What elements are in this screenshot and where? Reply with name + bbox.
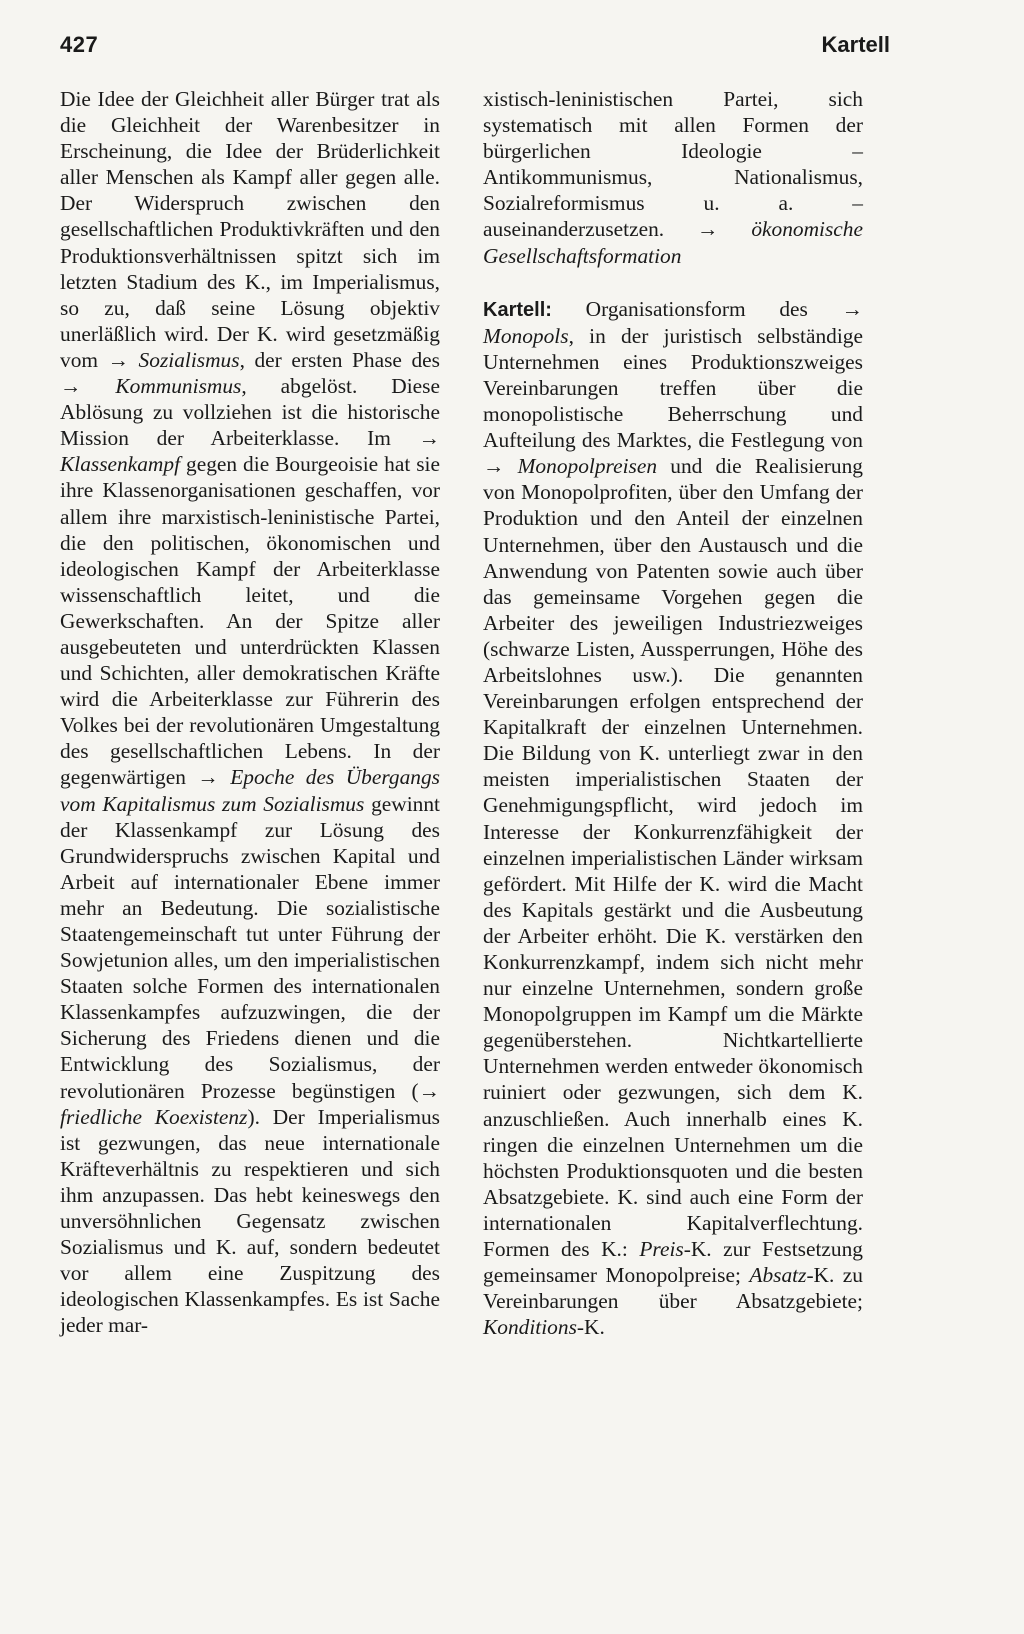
- right-arrow-icon: →: [418, 426, 440, 451]
- text-run: Organisationsform des: [551, 296, 842, 321]
- text-run: gegen die Bourgeoisie hat sie ihre Klassenorganisationen geschaffen, vor allem ihre marxistisch-leninistische Partei, die den politischen, ökonomischen und ideologischen Kampf der Arbeiterklasse wissenschaftlich leitet, und die Gewerkschaften. An der Spitze aller ausgebeuteten und unterdrückten Klassen und Schichten, aller demokratischen Kräfte wird die Arbeiterklasse zur Führerin des Volkes bei der revolutionären Umgestaltung des gesellschaftlichen Lebens. In der gegenwärtigen: [60, 452, 440, 790]
- cross-reference-link[interactable]: [60, 374, 241, 398]
- cross-reference-label: Kommunismus: [115, 374, 242, 399]
- right-arrow-icon: →: [841, 296, 863, 321]
- right-arrow-icon: →: [483, 454, 518, 479]
- right-column: [483, 86, 863, 1340]
- text-run: , in der juristisch selbständige Unternehmen eines Produktionszweiges Vereinbarungen treffen über die monopolistische Beherrschung und Aufteilung des Marktes, die Festlegung von: [483, 323, 863, 453]
- text-run: -K. zur Festsetzung gemeinsamer Monopolpreise;: [483, 1237, 863, 1288]
- right-arrow-icon: →: [197, 765, 231, 790]
- text-run: Die Idee der Gleichheit aller Bürger trat als die Gleichheit der Warenbesitzer in Erscheinung, die Idee der Brüderlichkeit aller Menschen als Kampf aller gegen alle. Der Widerspruch zwischen den gesellschaftlichen Produktivkräften und den Produktionsverhältnissen spitzt sich im letzten Stadium des K., im Imperialismus, so zu, daß seine Lösung objektiv unerläßlich wird. Der K. wird gesetzmäßig vom: [60, 87, 440, 372]
- entry-lemma: Kartell:: [483, 298, 552, 321]
- entry-separator: [483, 269, 863, 296]
- entry-kartell-body: [483, 297, 863, 1340]
- text-run: und die Realisierung von Monopolprofiten, über den Umfang der Produktion und den Anteil der einzelnen Unternehmen, über den Austausch und die Anwendung von Patenten sowie auch über das gemeinsame Vorgehen gegen die Arbeiter des jeweiligen Industriezweiges (schwarze Listen, Aussperrungen, Höhe des Arbeitslohnes usw.). Die genannten Vereinbarungen erfolgen entsprechend der Kapitalkraft der einzelnen Unternehmen. Die Bildung von K. unterliegt zwar in den meisten imperialistischen Staaten der Genehmigungspflicht, wird jedoch im Interesse der Konkurrenzfähigkeit der einzelnen imperialistischen Länder wirksam gefördert. Mit Hilfe der K. wird die Macht des Kapitals gestärkt und die Ausbeutung der Arbeiter erhöht. Die K. verstärken den Konkurrenzkampf, indem sich nicht mehr nur einzelne Unternehmen, sondern große Monopolgruppen im Kampf um die Märkte gegenüberstehen. Nichtkartellierte Unternehmen werden entweder ökonomisch ruiniert oder gezwungen, sich dem K. anzuschließen. Auch innerhalb eines K. ringen die einzelnen Unternehmen um die höchsten Produktionsquoten und die besten Absatzgebiete. K. sind auch eine Form der internationalen Kapitalverflechtung. Formen des K.:: [483, 454, 863, 1262]
- cross-reference-label: Monopolpreisen: [517, 454, 658, 479]
- text-run: -K. zu Vereinbarungen über Absatzgebiete;: [483, 1263, 863, 1314]
- right-arrow-icon: →: [60, 374, 116, 399]
- text-run: gewinnt der Klassenkampf zur Lösung des Grundwiderspruchs zwischen Kapital und Arbeit auf internationaler Ebene immer mehr an Bedeutung. Die sozialistische Staatengemeinschaft tut unter Führung der Sowjetunion alles, um den imperialistischen Staaten solche Formen des internationalen Klassenkampfes aufzuzwingen, die der Sicherung des Friedens dienen und die Entwicklung des Sozialismus, der revolutionären Prozesse begünstigen (: [60, 791, 440, 1103]
- text-run: , der ersten Phase des: [239, 347, 440, 372]
- cross-reference-label: friedliche Koexistenz: [60, 1104, 248, 1129]
- text-run: xistisch-leninistischen Partei, sich systematisch mit allen Formen der bürgerlichen Ideologie – Antikommunismus, Nationalismus, Sozialreformismus u. a. – auseinanderzusetzen.: [483, 87, 863, 242]
- left-column: [60, 86, 440, 1339]
- entry-kartell: [483, 296, 863, 1341]
- cross-reference-link[interactable]: [483, 454, 657, 478]
- cross-reference-label: Monopols: [483, 323, 569, 348]
- italic-term: Konditions: [483, 1315, 577, 1340]
- italic-term: Preis: [639, 1237, 684, 1262]
- cross-reference-label: Epoche des Übergangs vom Kapitalismus zum Sozialismus: [60, 765, 440, 816]
- cross-reference-label: ökonomische Gesellschaftsformation: [483, 217, 863, 268]
- text-run: -K.: [576, 1315, 605, 1340]
- right-arrow-icon: →: [107, 347, 139, 372]
- previous-entry-tail: [483, 86, 863, 269]
- right-arrow-icon: →: [418, 1078, 440, 1103]
- page-number: 427: [60, 32, 99, 57]
- running-head: Kartell: [821, 32, 890, 57]
- text-run: , abgelöst. Diese Ablösung zu vollziehen ist die historische Mission der Arbeiterklasse. Im: [60, 374, 440, 451]
- cross-reference-link[interactable]: [108, 348, 240, 372]
- text-run: ). Der Imperialismus ist gezwungen, das neue internationale Kräfteverhältnis zu respektieren und sich ihm anzupassen. Das hebt keineswegs den unversöhnlichen Gegensatz zwischen Sozialismus und K. auf, sondern bedeutet vor allem eine Zuspitzung des ideologischen Klassenkampfes. Es ist Sache jeder mar-: [60, 1104, 440, 1338]
- cross-reference-label: Klassenkampf: [60, 452, 181, 477]
- cross-reference-label: Sozialismus: [138, 347, 240, 372]
- entry-continuation-text: [60, 86, 440, 1339]
- right-arrow-icon: →: [697, 217, 752, 242]
- italic-term: Absatz: [749, 1263, 807, 1288]
